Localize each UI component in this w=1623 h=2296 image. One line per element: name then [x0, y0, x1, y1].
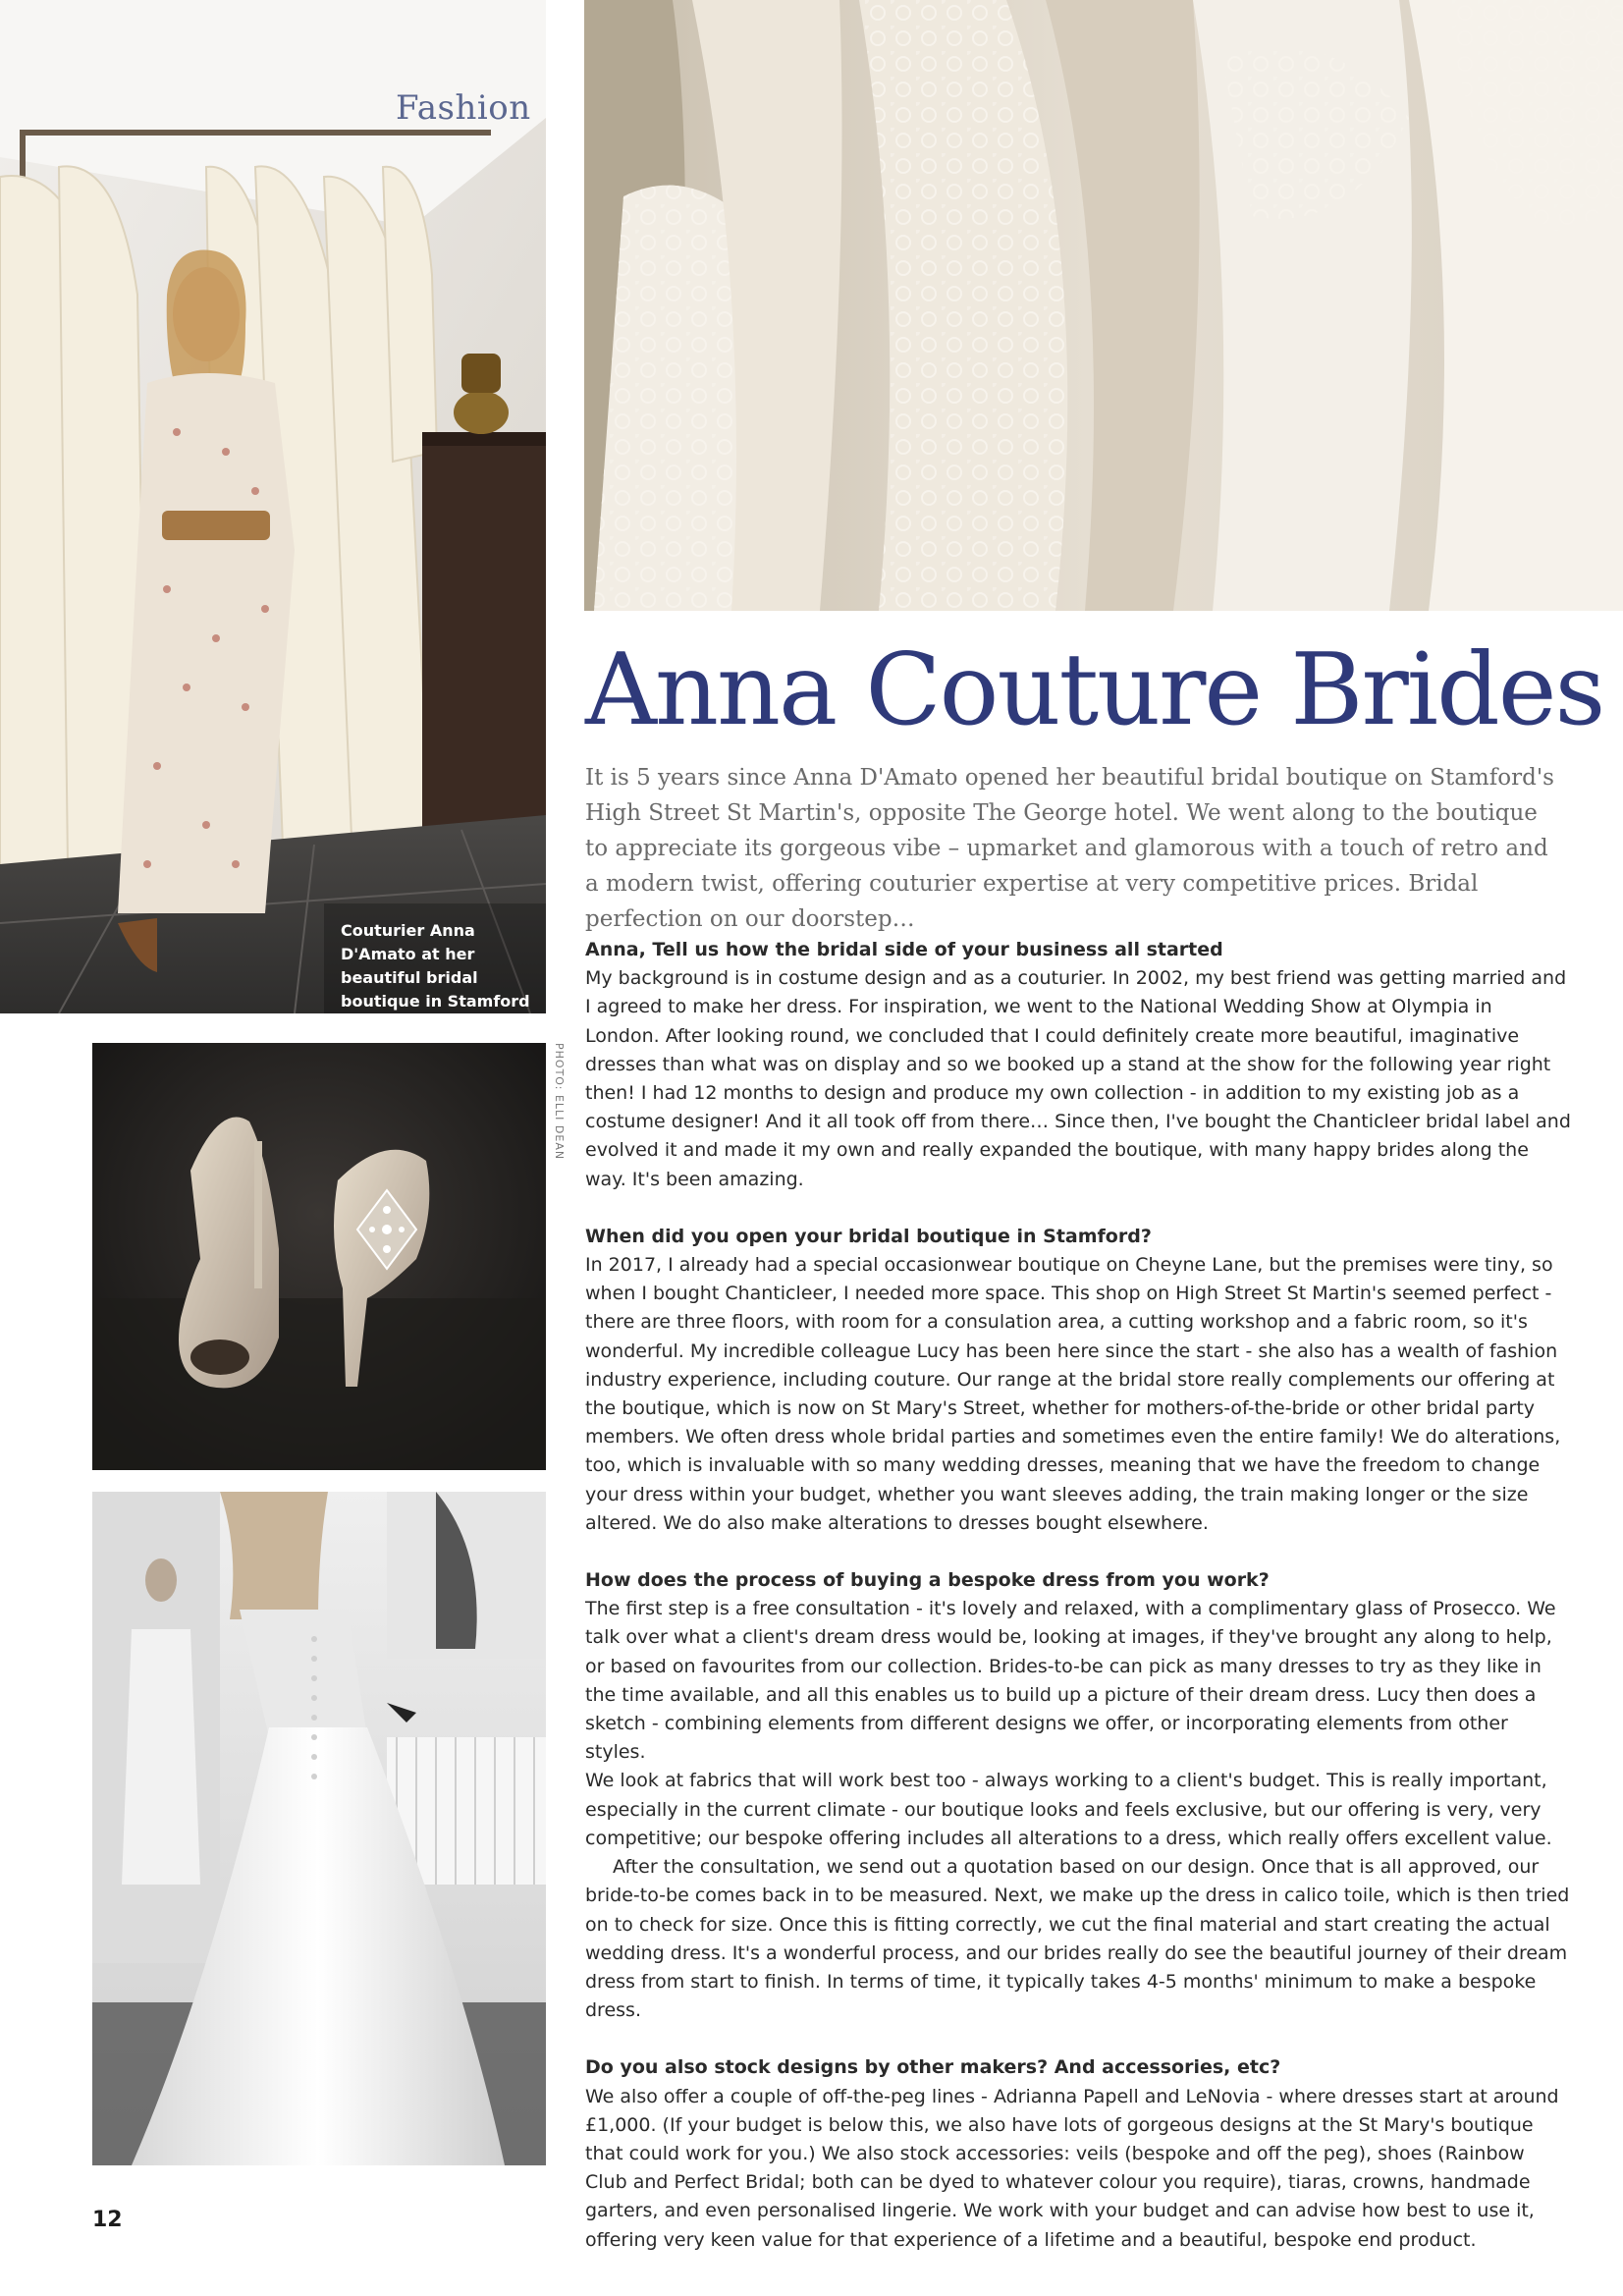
question-heading: Do you also stock designs by other makers? And accessories, etc? [585, 2056, 1281, 2079]
question-heading: How does the process of buying a bespoke dress from you work? [585, 1569, 1270, 1592]
answer-paragraph: The first step is a free consultation - it's lovely and relaxed, with a complimentary glass of Prosecco. We talk over what a client's dream dress would be, looking at images, if they've brought any along to help, or based on favourites from our collection. Brides-to-be can pick as many dresses to try as they like in the time available, and all this enables us to build up a picture of their dream dress. Lucy then does a sketch - combining elements from different designs we offer, or incorporating elements from other styles. [585, 1598, 1556, 1764]
paragraph-gap [585, 1538, 1571, 1566]
question-heading: Anna, Tell us how the bridal side of your business all started [585, 939, 1223, 960]
photo-credit: PHOTO: ELLI DEAN [553, 1043, 566, 1161]
article-headline: Anna Couture Brides [585, 631, 1604, 747]
paragraph-gap [585, 1194, 1571, 1223]
answer-paragraph: In 2017, I already had a special occasionwear boutique on Cheyne Lane, but the premises were tiny, so when I bought Chanticleer, I needed more space. This shop on High Street St Martin's seemed perfect - there are three floors, with room for a consulation area, a cutting workshop and a fabric room, so it's wonderful. My incredible colleague Lucy has been here since the start - she also has a wealth of fashion industry experience, including couture. Our range at the bridal store really complements our offering at the boutique, which is now on St Mary's Street, whether for mothers-of-the-bride or other bridal party members. We often dress whole bridal parties and sometimes even the entire family! We do alterations, too, which is invaluable with so many wedding dresses, meaning that we have the freedom to change your dress within your budget, whether you want sleeves adding, the train making longer or the size altered. We do also make alterations to dresses bought elsewhere. [585, 1254, 1561, 1534]
page-number: 12 [92, 2208, 123, 2232]
answer-paragraph: My background is in costume design and as a couturier. In 2002, my best friend was getting married and I agreed to make her dress. For inspiration, we went to the National Wedding Show at Olympia in London. After looking round, we concluded that I could definitely create more beautiful, imaginative dresses than what was on display and so we booked up a stand at the show for the following year right then! I had 12 months to design and produce my own collection - in addition to my existing job as a costume designer! And it all took off from there… Since then, I've bought the Chanticleer bridal label and evolved it and made it my own and really expanded the boutique, with many happy brides along the way. It's been amazing. [585, 967, 1571, 1190]
article-standfirst: It is 5 years since Anna D'Amato opened her beautiful bridal boutique on Stamford's High Street St Martin's, opposite The George hotel. We went along to the boutique to appreciate its gorgeous vibe – upmarket and glamorous with a touch of retro and a modern twist, offering couturier expertise at very competitive prices. Bridal perfection on our doorstep… [585, 765, 1554, 932]
answer-paragraph: We look at fabrics that will work best too - always working to a client's budget. This is really important, especially in the current climate - our boutique looks and feels exclusive, but our offering is very, very competitive; our bespoke offering includes all alterations to a dress, which really offers excellent value. [585, 1770, 1552, 1849]
photo-anna-portrait [0, 0, 546, 1013]
photo-lace-dresses [584, 0, 1623, 611]
article-body [585, 936, 1571, 2255]
answer-paragraph: After the consultation, we send out a quotation based on our design. Once that is all approved, our bride-to-be comes back in to be measured. Next, we make up the dress in calico toile, which is then tried on to check for size. Once this is fitting correctly, we cut the final material and start creating the actual wedding dress. It's a wonderful process, and our brides really do see the beautiful journey of their dream dress from start to finish. In terms of time, it typically takes 4-5 months' minimum to make a bespoke dress. [585, 1856, 1570, 2022]
photo-bridal-shoes [92, 1043, 546, 1470]
photo-bride-dress [92, 1492, 546, 2165]
paragraph-gap [585, 2025, 1571, 2053]
section-label: Fashion [396, 88, 531, 128]
answer-paragraph: We also offer a couple of off-the-peg lines - Adrianna Papell and LeNovia - where dresses start at around £1,000. (If your budget is below this, we also have lots of gorgeous designs at the St Mary's boutique that could work for you.) We also stock accessories: veils (bespoke and off the peg), shoes (Rainbow Club and Perfect Bridal; both can be dyed to whatever colour you require), tiaras, crowns, handmade garters, and even personalised lingerie. We work with your budget and can advise how best to use it, offering very keen value for that experience of a lifetime and a beautiful, bespoke end product. [585, 2085, 1559, 2251]
question-heading: When did you open your bridal boutique in Stamford? [585, 1225, 1152, 1247]
photo-caption: Couturier Anna D'Amato at her beautiful bridal boutique in Stamford [341, 921, 530, 1011]
